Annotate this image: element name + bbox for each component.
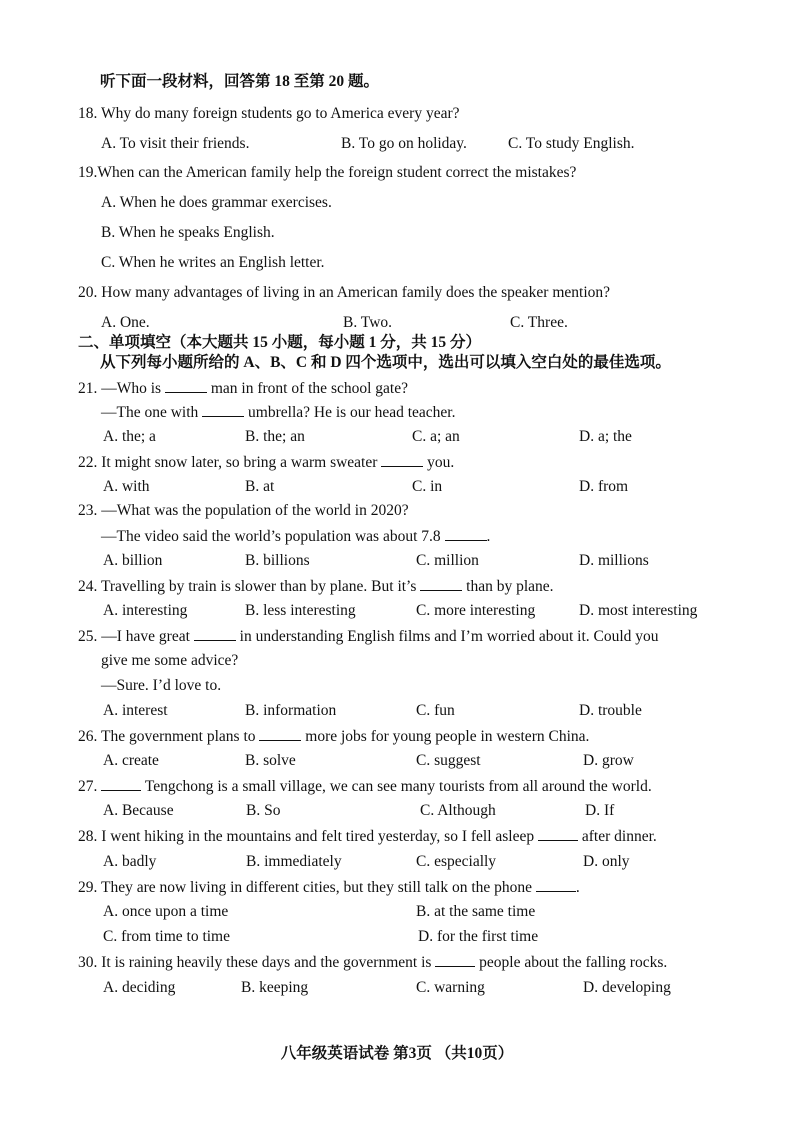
- q18-option-b: B. To go on holiday.: [341, 135, 467, 152]
- q27-option-d: D. If: [585, 802, 615, 819]
- q25-option-b: B. information: [245, 702, 337, 719]
- question-21-line-1: 21. —Who is man in front of the school gate?: [78, 380, 408, 397]
- answer-blank: [435, 952, 475, 967]
- question-25-line-2: give me some advice?: [101, 652, 239, 669]
- q23-option-c: C. million: [416, 552, 479, 569]
- q27-option-c: C. Although: [420, 802, 496, 819]
- question-22: 22. It might snow later, so bring a warm sweater you.: [78, 454, 455, 471]
- q26-option-d: D. grow: [583, 752, 634, 769]
- answer-blank: [259, 726, 301, 741]
- q19-option-b: B. When he speaks English.: [101, 224, 275, 241]
- q23-option-d: D. millions: [579, 552, 649, 569]
- q25-option-c: C. fun: [416, 702, 455, 719]
- question-23-line-1: 23. —What was the population of the world in 2020?: [78, 502, 409, 519]
- q29-option-b: B. at the same time: [416, 903, 536, 920]
- q21-option-a: A. the; a: [103, 428, 156, 445]
- question-24: 24. Travelling by train is slower than by plane. But it’s than by plane.: [78, 578, 554, 595]
- q26-option-a: A. create: [103, 752, 159, 769]
- q28-option-c: C. especially: [416, 853, 497, 870]
- question-29: 29. They are now living in different cities, but they still talk on the phone .: [78, 879, 580, 896]
- q23-option-a: A. billion: [103, 552, 163, 569]
- question-18: 18. Why do many foreign students go to America every year?: [78, 105, 460, 122]
- answer-blank: [381, 452, 423, 467]
- q19-option-a: A. When he does grammar exercises.: [101, 194, 332, 211]
- question-25-line-3: —Sure. I’d love to.: [101, 677, 222, 694]
- q30-option-c: C. warning: [416, 979, 485, 996]
- q30-option-d: D. developing: [583, 979, 671, 996]
- answer-blank: [194, 626, 236, 641]
- answer-blank: [202, 402, 244, 417]
- question-27: 27. Tengchong is a small village, we can see many tourists from all around the world.: [78, 778, 652, 795]
- q18-option-a: A. To visit their friends.: [101, 135, 250, 152]
- question-30: 30. It is raining heavily these days and the government is people about the falling rocks.: [78, 954, 668, 971]
- q19-option-c: C. When he writes an English letter.: [101, 254, 325, 271]
- q21-option-c: C. a; an: [412, 428, 460, 445]
- q18-option-c: C. To study English.: [508, 135, 635, 152]
- section-2-instruction: 从下列每小题所给的 A、B、C 和 D 四个选项中，选出可以填入空白处的最佳选项。: [100, 354, 671, 371]
- answer-blank: [445, 526, 487, 541]
- question-26: 26. The government plans to more jobs for young people in western China.: [78, 728, 590, 745]
- q22-option-b: B. at: [245, 478, 275, 495]
- q21-option-d: D. a; the: [579, 428, 632, 445]
- q27-option-a: A. Because: [103, 802, 174, 819]
- q20-option-b: B. Two.: [343, 314, 393, 331]
- q20-option-a: A. One.: [101, 314, 150, 331]
- answer-blank: [420, 576, 462, 591]
- q24-option-b: B. less interesting: [245, 602, 356, 619]
- answer-blank: [538, 826, 578, 841]
- question-28: 28. I went hiking in the mountains and felt tired yesterday, so I fell asleep after dinner.: [78, 828, 657, 845]
- listening-intro: 听下面一段材料，回答第 18 至第 20 题。: [100, 73, 380, 90]
- q22-option-d: D. from: [579, 478, 629, 495]
- section-2-title: 二、单项填空（本大题共 15 小题，每小题 1 分，共 15 分）: [78, 334, 482, 351]
- q23-option-b: B. billions: [245, 552, 310, 569]
- q30-option-a: A. deciding: [103, 979, 176, 996]
- q28-option-d: D. only: [583, 853, 630, 870]
- q28-option-a: A. badly: [103, 853, 157, 870]
- q25-option-d: D. trouble: [579, 702, 642, 719]
- q20-option-c: C. Three.: [510, 314, 568, 331]
- q29-option-a: A. once upon a time: [103, 903, 229, 920]
- question-25-line-1: 25. —I have great in understanding English films and I’m worried about it. Could you: [78, 628, 659, 645]
- q21-option-b: B. the; an: [245, 428, 305, 445]
- q27-option-b: B. So: [246, 802, 281, 819]
- question-23-line-2: —The video said the world’s population was about 7.8 .: [101, 528, 491, 545]
- question-20: 20. How many advantages of living in an American family does the speaker mention?: [78, 284, 611, 301]
- q26-option-c: C. suggest: [416, 752, 481, 769]
- question-19: 19.When can the American family help the foreign student correct the mistakes?: [78, 164, 577, 181]
- q28-option-b: B. immediately: [246, 853, 342, 870]
- answer-blank: [536, 877, 576, 892]
- answer-blank: [101, 776, 141, 791]
- q29-option-d: D. for the first time: [418, 928, 539, 945]
- q26-option-b: B. solve: [245, 752, 296, 769]
- q30-option-b: B. keeping: [241, 979, 309, 996]
- q22-option-a: A. with: [103, 478, 150, 495]
- q29-option-c: C. from time to time: [103, 928, 230, 945]
- q22-option-c: C. in: [412, 478, 443, 495]
- answer-blank: [165, 378, 207, 393]
- q24-option-c: C. more interesting: [416, 602, 536, 619]
- question-21-line-2: —The one with umbrella? He is our head teacher.: [101, 404, 456, 421]
- q24-option-d: D. most interesting: [579, 602, 698, 619]
- page-footer: 八年级英语试卷 第3页 （共10页）: [280, 1045, 514, 1062]
- q24-option-a: A. interesting: [103, 602, 188, 619]
- q25-option-a: A. interest: [103, 702, 168, 719]
